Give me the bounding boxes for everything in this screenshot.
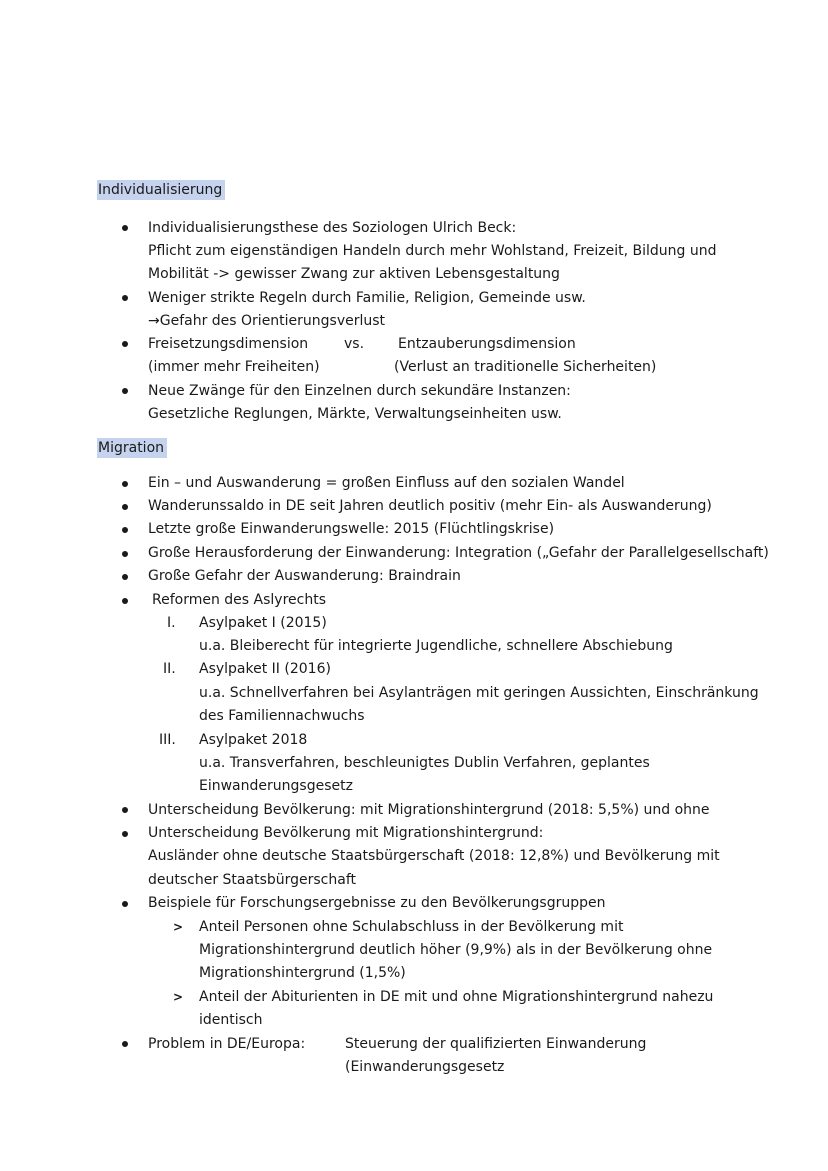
bullet [122, 388, 128, 394]
bullet [122, 807, 128, 813]
roman-numeral: I. [167, 615, 176, 631]
text-line: vs. [344, 336, 365, 352]
heading-individualisierung: Individualisierung [97, 180, 225, 200]
bullet [122, 527, 128, 533]
text-line: Weniger strikte Regeln durch Familie, Religion, Gemeinde usw. [148, 290, 586, 306]
text-line: Große Herausforderung der Einwanderung: Integration („Gefahr der Parallelgesellschaft) [148, 545, 769, 561]
heading-migration: Migration [97, 438, 167, 458]
bullet [122, 504, 128, 510]
bullet [122, 295, 128, 301]
text-line: Ausländer ohne deutsche Staatsbürgerschaft (2018: 12,8%) und Bevölkerung mit [148, 848, 720, 864]
bullet [122, 901, 128, 907]
text-line: Migrationshintergrund deutlich höher (9,9%) als in der Bevölkerung ohne [199, 942, 713, 958]
text-line: Problem in DE/Europa: [148, 1036, 306, 1052]
text-line: Reformen des Aslyrechts [152, 592, 326, 608]
text-line: Asylpaket 2018 [199, 732, 308, 748]
text-line: Mobilität -> gewisser Zwang zur aktiven Lebensgestaltung [148, 266, 560, 282]
text-line: Anteil der Abiturienten in DE mit und ohne Migrationshintergrund nahezu [199, 989, 714, 1005]
text-line: Gesetzliche Reglungen, Märkte, Verwaltungseinheiten usw. [148, 406, 562, 422]
text-line: deutscher Staatsbürgerschaft [148, 872, 357, 888]
text-line: Große Gefahr der Auswanderung: Braindrain [148, 568, 461, 584]
text-line: Neue Zwänge für den Einzelnen durch sekundäre Instanzen: [148, 383, 571, 399]
text-line: u.a. Transverfahren, beschleunigtes Dublin Verfahren, geplantes [199, 755, 650, 771]
text-line: Letzte große Einwanderungswelle: 2015 (Flüchtlingskrise) [148, 521, 555, 537]
text-line: (Verlust an traditionelle Sicherheiten) [394, 359, 657, 375]
text-line: Ein – und Auswanderung = großen Einfluss auf den sozialen Wandel [148, 475, 625, 491]
bullet [122, 551, 128, 557]
bullet [122, 225, 128, 231]
text-line: Pflicht zum eigenständigen Handeln durch mehr Wohlstand, Freizeit, Bildung und [148, 243, 717, 259]
text-line: Entzauberungsdimension [398, 336, 576, 352]
text-line: Steuerung der qualifizierten Einwanderung [345, 1036, 647, 1052]
text-line: Asylpaket II (2016) [199, 661, 331, 677]
text-line: u.a. Schnellverfahren bei Asylanträgen mit geringen Aussichten, Einschränkung [199, 685, 759, 701]
text-line: identisch [199, 1012, 263, 1028]
text-line: Individualisierungsthese des Soziologen Ulrich Beck: [148, 220, 517, 236]
roman-numeral: III. [159, 732, 176, 748]
roman-numeral: II. [163, 661, 176, 677]
text-line: (Einwanderungsgesetz [345, 1059, 505, 1075]
arrow-marker: > [173, 920, 184, 934]
text-line: des Familiennachwuchs [199, 708, 365, 724]
bullet [122, 831, 128, 837]
text-line: Einwanderungsgesetz [199, 778, 353, 794]
text-line: Migrationshintergrund (1,5%) [199, 965, 406, 981]
bullet [122, 574, 128, 580]
text-line: Asylpaket I (2015) [199, 615, 327, 631]
arrow-marker: > [173, 990, 184, 1004]
text-line: Freisetzungsdimension [148, 336, 309, 352]
text-line: Beispiele für Forschungsergebnisse zu den Bevölkerungsgruppen [148, 895, 606, 911]
text-line: Unterscheidung Bevölkerung: mit Migrationshintergrund (2018: 5,5%) und ohne [148, 802, 710, 818]
text-line: Unterscheidung Bevölkerung mit Migrationshintergrund: [148, 825, 544, 841]
text-line: →Gefahr des Orientierungsverlust [148, 313, 386, 329]
text-line: u.a. Bleiberecht für integrierte Jugendliche, schnellere Abschiebung [199, 638, 673, 654]
bullet [122, 481, 128, 487]
text-line: (immer mehr Freiheiten) [148, 359, 320, 375]
bullet [122, 341, 128, 347]
text-line: Wanderunssaldo in DE seit Jahren deutlich positiv (mehr Ein- als Auswanderung) [148, 498, 712, 514]
text-line: Anteil Personen ohne Schulabschluss in der Bevölkerung mit [199, 919, 624, 935]
bullet [122, 598, 128, 604]
bullet [122, 1041, 128, 1047]
